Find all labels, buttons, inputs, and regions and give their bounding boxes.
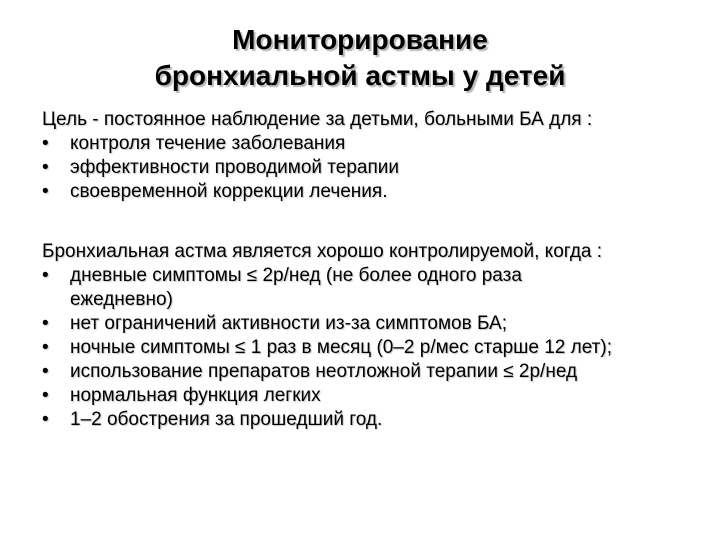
list-item-text: ночные симптомы ≤ 1 раз в месяц (0–2 р/мес старше 12 лет);	[70, 337, 612, 358]
criteria-list	[42, 264, 712, 432]
control-criteria-section	[42, 240, 712, 432]
bullet-icon: •	[42, 409, 49, 430]
bullet-icon: •	[42, 313, 49, 334]
list-item-text: 1–2 обострения за прошедший год.	[70, 409, 383, 430]
bullet-icon: •	[42, 181, 49, 202]
list-item	[42, 384, 712, 408]
list-item-text: контроля течение заболевания	[70, 133, 346, 154]
goal-section	[42, 108, 712, 204]
list-item-text: нормальная функция легких	[70, 385, 321, 406]
list-item-text: нет ограничений активности из-за симптомов БА;	[70, 313, 507, 334]
list-item	[42, 156, 712, 180]
list-item-text: дневные симптомы ≤ 2р/нед (не более одного раза ежедневно)	[70, 265, 522, 310]
title-line-1: Мониторирование	[232, 24, 488, 55]
list-item	[42, 360, 712, 384]
list-item	[42, 408, 712, 432]
list-item	[42, 336, 712, 360]
goal-lead-text: Цель - постоянное наблюдение за детьми, больными БА для :	[42, 109, 593, 130]
criteria-lead-text: Бронхиальная астма является хорошо контролируемой, когда :	[42, 241, 603, 262]
goal-list	[42, 132, 712, 204]
bullet-icon: •	[42, 385, 49, 406]
list-item-text: своевременной коррекции лечения.	[70, 181, 388, 202]
bullet-icon: •	[42, 337, 49, 358]
bullet-icon: •	[42, 361, 49, 382]
list-item	[42, 264, 630, 312]
list-item-text: эффективности проводимой терапии	[70, 157, 399, 178]
bullet-icon: •	[42, 133, 49, 154]
list-item	[42, 132, 712, 156]
bullet-icon: •	[42, 265, 49, 286]
list-item-text: использование препаратов неотложной терапии ≤ 2р/нед	[70, 361, 578, 382]
list-item	[42, 180, 712, 204]
list-item	[42, 312, 712, 336]
bullet-icon: •	[42, 157, 49, 178]
title-line-2: бронхиальной астмы у детей	[154, 60, 566, 91]
slide-title	[0, 22, 720, 94]
